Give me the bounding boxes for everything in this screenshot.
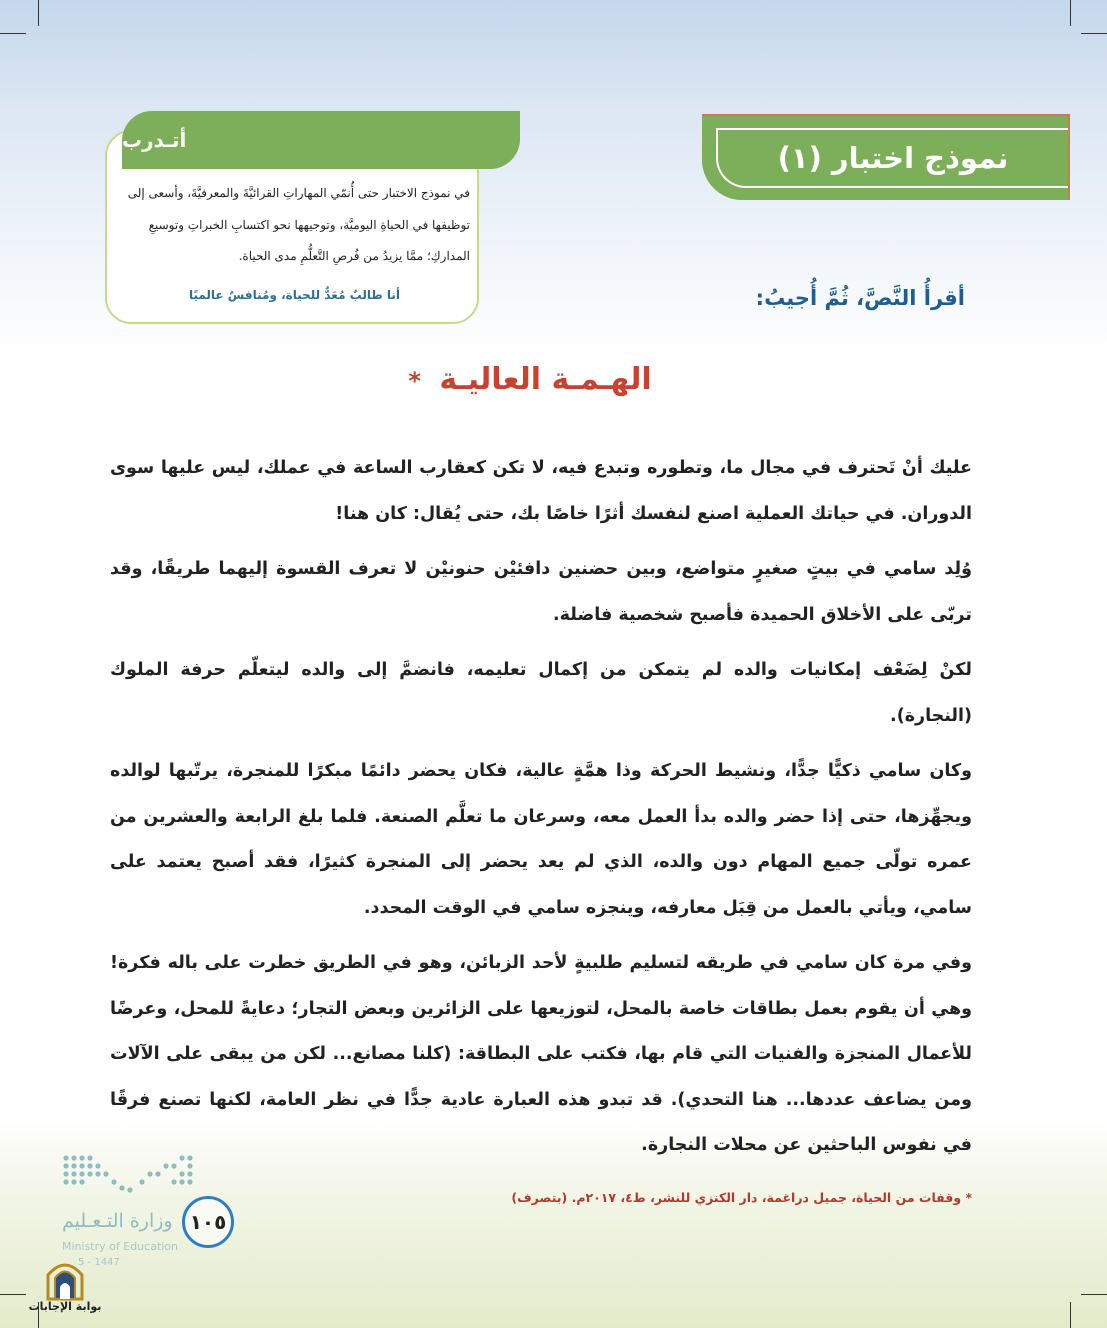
crop-mark [0, 33, 26, 34]
gateway-logo-icon [42, 1257, 88, 1301]
story-body [110, 446, 972, 1169]
crop-mark [38, 0, 39, 26]
ministry-dots-icon [60, 1152, 200, 1198]
page-number: ١٠٥ [182, 1196, 234, 1248]
practice-slogan: أنا طالبٌ مُعَدٌّ للحياة، ومُنافسٌ عالميًا [188, 288, 400, 302]
exam-title-frame [716, 128, 1068, 188]
practice-title: أتـدرب [122, 128, 187, 152]
story-title-text: الهـمـة العاليـة [439, 362, 652, 397]
story-paragraph: عليك أنْ تَحترف في مجال ما، وتطوره وتبدع فيه، لا تكن كعقارب الساعة في عملك، ليس عليها سوى الدوران. في حياتك العملية اصنع لنفسك أثرًا خاصًا بك، حتى يُقال: كان هنا! [110, 458, 972, 524]
instruction: أقرأُ النَّصَّ، ثُمَّ أُجيبُ: [755, 286, 965, 310]
practice-tab [122, 111, 520, 169]
gateway-label: بوابة الإجابات [28, 1300, 102, 1313]
crop-mark [1081, 33, 1107, 34]
crop-mark [1081, 1294, 1107, 1295]
exam-title-banner [702, 114, 1070, 200]
ministry-year: 5 - 1447 [78, 1257, 120, 1268]
story-title [380, 362, 680, 397]
story-paragraph: لكنْ لِضَعْف إمكانيات والده لم يتمكن من إكمال تعليمه، فانضمَّ إلى والده ليتعلّم حرفة الملوك (النجارة). [110, 660, 972, 726]
ministry-name-arabic: وزارة التـعـليم [62, 1210, 173, 1232]
crop-mark [1070, 1302, 1071, 1328]
crop-mark [0, 1294, 26, 1295]
exam-title: نموذج اختبار (١) [777, 141, 1009, 175]
footnote: * وقفات من الحياة، جميل دراغمة، دار الكنزي للنشر، ط٤، ٢٠١٧م. (بتصرف) [511, 1190, 972, 1205]
practice-text: في نموذج الاختبار حتى أُنمّي المهاراتِ القرائيَّةَ والمعرفيَّةَ، وأسعى إلى توظيفها في الحياةِ اليوميَّة، وتوجيهها نحو اكتسابِ الخبراتِ وتوسيعِ المداركِ؛ ممَّا يزيدُ من فُرصِ التَّعلُّمِ مدى الحياة. [127, 186, 470, 263]
ministry-name-english: Ministry of Education [62, 1240, 179, 1253]
footnote-marker: * [408, 367, 421, 395]
story-paragraph: وُلِد سامي في بيتٍ صغيرٍ متواضع، وبين حضنين دافئيْن حنونيْن لا تعرف القسوة إليهما طريقًا، وقد تربّى على الأخلاق الحميدة فأصبح شخصية فاضلة. [110, 559, 972, 625]
story-paragraph: وكان سامي ذكيًّا جدًّا، ونشيط الحركة وذا همَّةٍ عالية، فكان يحضر دائمًا مبكرًا للمنجرة، يرتّبها لوالده ويجهِّزها، حتى إذا حضر والده بدأ العمل معه، وسرعان ما تعلَّم الصنعة. فلما بلغ الرابعة والعشرين من عمره تولّى جميع المهام دون والده، الذي لم يعد يحضر إلى المنجرة كثيرًا، فقد أصبح يعتمد على سامي، ويأتي بالعمل من قِبَل معارفه، وينجزه سامي في الوقت المحدد. [110, 761, 972, 918]
story-paragraph: وفي مرة كان سامي في طريقه لتسليم طلبيةٍ لأحد الزبائن، وهو في الطريق خطرت على باله فكرة! وهي أن يقوم بعمل بطاقات خاصة بالمحل، لتوزيعها على الزائرين وبعض التجار؛ دعايةً للمحل، وعرضًا للأعمال المنجزة والفنيات التي قام بها، فكتب على البطاقة: (كلنا مصانع... لكن من يبقى على الآلات ومن يضاعف عددها... هنا التحدي). قد تبدو هذه العبارة عادية جدًّا في نظر العامة، لكنها تصنع فرقًا في نفوس الباحثين عن محلات النجارة. [110, 953, 972, 1155]
crop-mark [1070, 0, 1071, 26]
